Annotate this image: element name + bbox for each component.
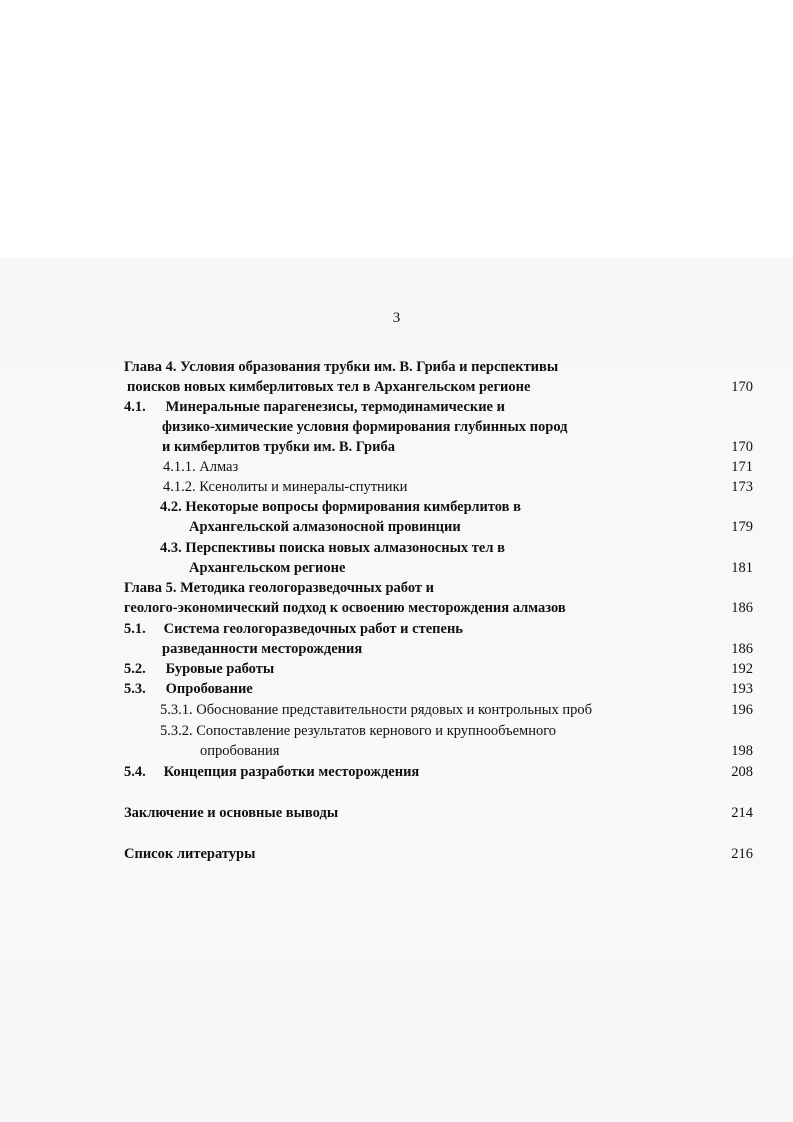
section-4-3-line-2: Архангельском регионе [189, 560, 346, 576]
section-4-2-line-2: Архангельской алмазоносной провинции [189, 519, 461, 535]
chapter-5-title-line-1: Глава 5. Методика геологоразведочных работ и [124, 580, 435, 596]
section-4-1-line-2: физико-химические условия формирования глубинных пород [162, 419, 568, 435]
section-5-3-number: 5.3. [124, 681, 146, 697]
section-5-3-2-line-1: 5.3.2. Сопоставление результатов кернового и крупнообъемного [160, 723, 557, 739]
section-4-1-line-3: и кимберлитов трубки им. В. Гриба [162, 439, 395, 455]
section-4-1-2: 4.1.2. Ксенолиты и минералы-спутники [163, 479, 408, 495]
references-title: Список литературы [124, 846, 256, 862]
chapter-4-page: 170 [731, 379, 753, 395]
section-5-3-1-page: 196 [731, 702, 753, 718]
section-5-4-page: 208 [731, 764, 753, 780]
chapter-5-title-line-2: геолого-экономический подход к освоению месторождения алмазов [124, 600, 566, 616]
section-4-1-line-1 [124, 397, 505, 417]
section-5-1-page: 186 [731, 641, 753, 657]
section-4-1-title-line-1: Минеральные парагенезисы, термодинамические и [165, 399, 505, 415]
section-4-3-page: 181 [731, 560, 753, 576]
section-5-1-title-line-1: Система геологоразведочных работ и степень [163, 621, 463, 637]
section-5-3-title: Опробование [165, 681, 253, 697]
section-5-3-2-page: 198 [731, 743, 753, 759]
conclusion-title: Заключение и основные выводы [124, 805, 339, 821]
conclusion-page: 214 [731, 805, 753, 821]
section-4-1-2-page: 173 [731, 479, 753, 495]
section-5-2-number: 5.2. [124, 661, 146, 677]
section-4-1-1: 4.1.1. Алмаз [163, 459, 239, 475]
section-5-2-title: Буровые работы [165, 661, 275, 677]
section-5-3-2-line-2: опробования [200, 743, 280, 759]
chapter-4-title-line-2: поисков новых кимберлитовых тел в Архангельском регионе [127, 379, 531, 395]
section-4-1-page: 170 [731, 439, 753, 455]
section-4-3-line-1: 4.3. Перспективы поиска новых алмазоносных тел в [160, 540, 505, 556]
section-5-2 [124, 659, 274, 679]
section-5-4-number: 5.4. [124, 764, 146, 780]
section-5-4-title: Концепция разработки месторождения [163, 764, 420, 780]
chapter-5-page: 186 [731, 600, 753, 616]
section-5-3 [124, 679, 253, 699]
chapter-4-title-line-1: Глава 4. Условия образования трубки им. В. Гриба и перспективы [124, 359, 559, 375]
references-page: 216 [731, 846, 753, 862]
section-5-1-line-1 [124, 619, 463, 639]
section-5-3-1: 5.3.1. Обоснование представительности рядовых и контрольных проб [160, 702, 592, 718]
section-4-1-1-page: 171 [731, 459, 753, 475]
section-5-1-number: 5.1. [124, 621, 146, 637]
section-5-4 [124, 762, 419, 782]
section-4-1-number: 4.1. [124, 399, 146, 415]
section-4-2-line-1: 4.2. Некоторые вопросы формирования кимберлитов в [160, 499, 521, 515]
section-4-2-page: 179 [731, 519, 753, 535]
page-number: 3 [392, 310, 401, 326]
section-5-2-page: 192 [731, 661, 753, 677]
section-5-1-line-2: разведанности месторождения [162, 641, 363, 657]
section-5-3-page: 193 [731, 681, 753, 697]
